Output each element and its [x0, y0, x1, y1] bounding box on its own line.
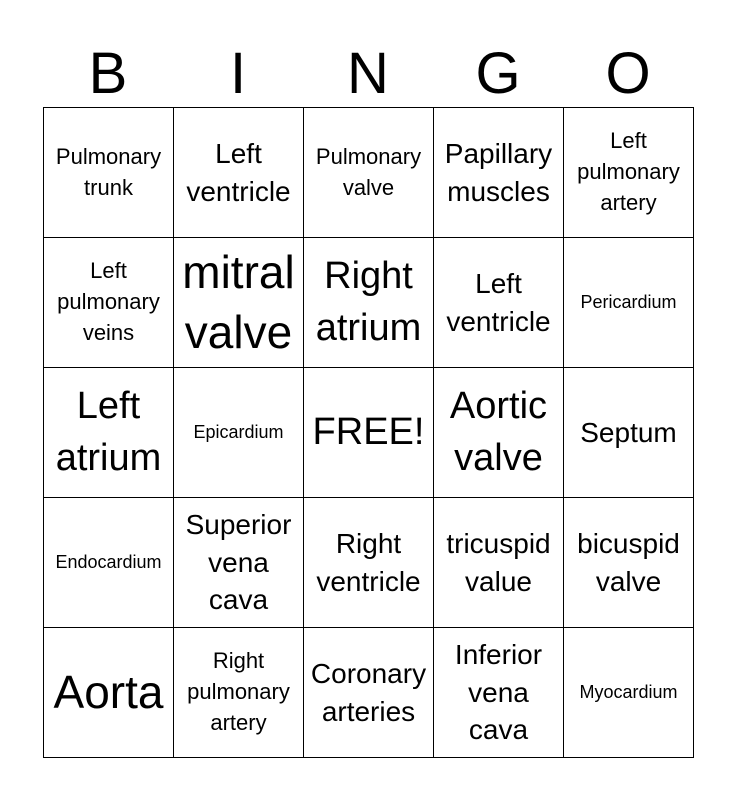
bingo-cell[interactable] — [304, 498, 434, 628]
bingo-cell[interactable] — [174, 368, 304, 498]
cell-label: Pulmonary trunk — [55, 143, 162, 200]
cell-label: Superior vena cava — [185, 508, 292, 616]
bingo-cell[interactable] — [174, 498, 304, 628]
header-letter-g: G — [475, 41, 521, 106]
cell-label: Left ventricle — [446, 267, 551, 337]
cell-label: Pulmonary valve — [315, 143, 422, 200]
board-row-1 — [44, 108, 694, 238]
cell-label: Left pulmonary veins — [57, 258, 160, 345]
cell-label: Septum — [580, 416, 677, 448]
bingo-cell[interactable] — [44, 368, 174, 498]
header-letter-b: B — [88, 41, 128, 106]
bingo-cell[interactable] — [564, 238, 694, 368]
bingo-cell[interactable] — [434, 238, 564, 368]
bingo-cell[interactable] — [174, 108, 304, 238]
cell-label: Right ventricle — [316, 527, 421, 597]
bingo-cell[interactable] — [434, 368, 564, 498]
cell-label: Right atrium — [315, 255, 422, 349]
cell-label: Left pulmonary artery — [577, 128, 680, 215]
cell-label: Inferior vena cava — [454, 638, 543, 746]
board-row-3 — [44, 368, 694, 498]
bingo-cell[interactable] — [304, 238, 434, 368]
bingo-cell[interactable] — [564, 628, 694, 758]
cell-label: mitral valve — [182, 245, 295, 358]
board-row-4 — [44, 498, 694, 628]
bingo-board — [43, 107, 694, 758]
cell-label: Left ventricle — [186, 137, 291, 207]
cell-label: bicuspid valve — [577, 527, 680, 597]
cell-label: tricuspid value — [446, 527, 551, 597]
free-space-label: FREE! — [312, 410, 425, 453]
bingo-cell[interactable] — [44, 628, 174, 758]
cell-label: Papillary muscles — [444, 137, 553, 207]
bingo-cell[interactable] — [564, 368, 694, 498]
bingo-cell[interactable] — [564, 108, 694, 238]
header-letter-i: I — [229, 41, 247, 106]
cell-label: Left atrium — [55, 385, 162, 479]
bingo-cell[interactable] — [44, 238, 174, 368]
bingo-cell[interactable] — [304, 108, 434, 238]
header-letter-o: O — [605, 41, 651, 106]
bingo-cell[interactable] — [44, 498, 174, 628]
cell-label: Right pulmonary artery — [187, 648, 290, 735]
cell-label: Endocardium — [55, 552, 162, 573]
bingo-cell[interactable] — [434, 628, 564, 758]
cell-label: Pericardium — [580, 292, 677, 313]
bingo-cell[interactable] — [44, 108, 174, 238]
bingo-cell[interactable] — [564, 498, 694, 628]
bingo-cell[interactable] — [174, 628, 304, 758]
header-letter-n: N — [347, 41, 389, 106]
bingo-cell[interactable] — [174, 238, 304, 368]
cell-label: Aortic valve — [449, 385, 548, 479]
cell-label: Epicardium — [193, 422, 284, 443]
cell-label: Coronary arteries — [310, 657, 427, 727]
board-row-2 — [44, 238, 694, 368]
bingo-cell[interactable] — [434, 108, 564, 238]
cell-label: Myocardium — [579, 682, 678, 703]
bingo-cell[interactable] — [434, 498, 564, 628]
free-space-cell[interactable] — [304, 368, 434, 498]
bingo-cell[interactable] — [304, 628, 434, 758]
board-row-5 — [44, 628, 694, 758]
bingo-header — [43, 40, 693, 108]
cell-label: Aorta — [53, 665, 164, 718]
